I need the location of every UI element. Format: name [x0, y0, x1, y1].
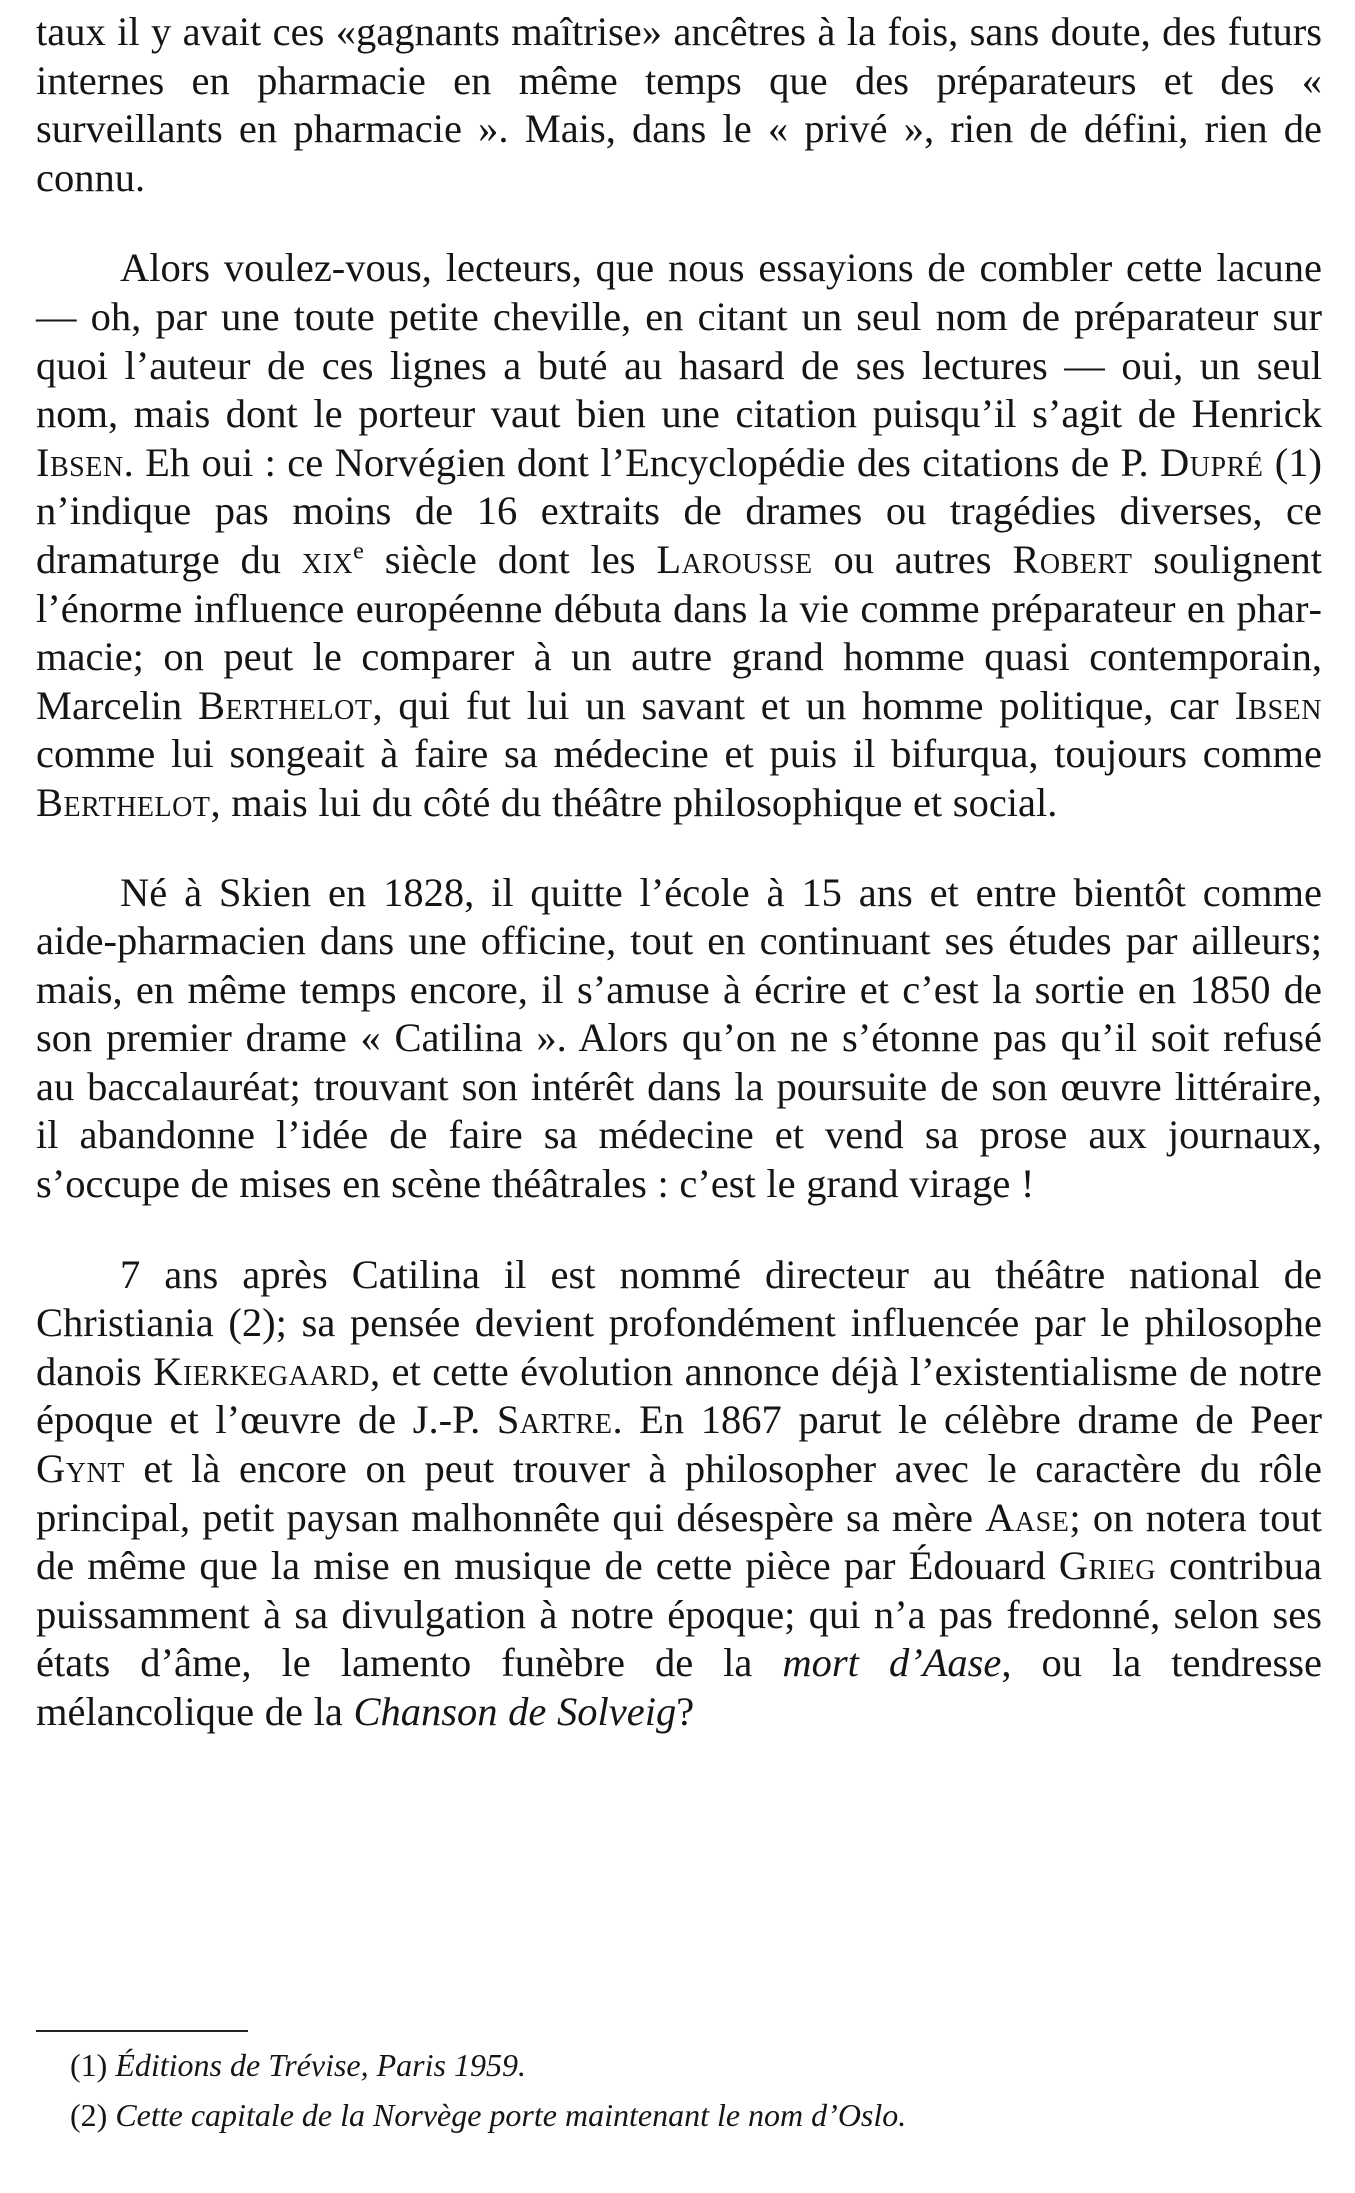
footnote-1: [36, 2040, 1322, 2090]
paragraph-4-text-8: ?: [676, 1689, 695, 1734]
footnote-number: (1): [70, 2047, 108, 2083]
name-ibsen: Ibsen: [36, 439, 124, 485]
century-numeral: xix: [301, 536, 354, 582]
title-mort-daase: mort d’Aase: [782, 1640, 1002, 1686]
paragraph-2-text-9: , mais lui du côté du théâtre philosophique et social.: [210, 779, 1058, 825]
paragraph-4: [36, 1251, 1322, 1737]
paragraph-4-text-6: contribua puissamment à sa divulgation à notre époque; qui n’a pas fredonné, selon ses états d’âme, le lamento funèbre de la: [36, 1543, 1322, 1686]
page-body: [36, 8, 1322, 1737]
footnote-2: [36, 2090, 1322, 2140]
paragraph-2-text-6: soulignent l’énorme influence européenne débuta dans la vie comme préparateur en pharmacie; on peut le comparer à un autre grand homme quasi contemporain, Marcelin: [36, 536, 1322, 728]
footnotes: [36, 2040, 1322, 2140]
name-kierkegaard: Kierkegaard: [153, 1348, 370, 1394]
footnote-number: (2): [70, 2097, 108, 2133]
name-dupre: Dupré: [1160, 439, 1264, 485]
paragraph-1-text: taux il y avait ces «gagnants maîtrise» ancêtres à la fois, sans doute, des futurs internes en pharmacie en même temps que des préparateurs et des « surveillants en pharmacie ». Mais, dans le « privé », rien de défini, rien de connu.: [36, 9, 1322, 200]
name-grieg: Grieg: [1058, 1543, 1156, 1589]
footnote-text: Cette capitale de la Norvège porte maintenant le nom d’Oslo.: [115, 2097, 907, 2133]
paragraph-2-text-4: siècle dont les: [363, 536, 657, 582]
name-sartre: Sartre: [496, 1397, 613, 1443]
name-ibsen: Ibsen: [1234, 682, 1322, 728]
paragraph-1: [36, 8, 1322, 202]
paragraph-4-text-5: ; on notera tout de même que la mise en musique de cette pièce par Édouard: [36, 1494, 1322, 1589]
name-berthelot: Berthelot: [197, 682, 373, 728]
title-chanson-de-solveig: Chanson de Solveig: [353, 1689, 677, 1734]
name-robert: Robert: [1012, 536, 1133, 582]
paragraph-2-text-7: , qui fut lui un savant et un homme politique, car: [372, 682, 1235, 728]
paragraph-2: [36, 244, 1322, 827]
paragraph-4-text-7: , ou la tendresse mélancolique de la: [36, 1640, 1322, 1734]
name-larousse: Larousse: [656, 536, 813, 582]
footnote-text: Éditions de Trévise, Paris 1959.: [115, 2047, 526, 2083]
paragraph-4-text-2: , et cette évolution annonce déjà l’existentialisme de notre époque et l’œuvre de J.-P.: [36, 1348, 1322, 1443]
paragraph-3-text: Né à Skien en 1828, il quitte l’école à 15 ans et entre bientôt comme aide-pharmacien dans une officine, tout en continuant ses études par ailleurs; mais, en même temps encore, il s’amuse à écrire et c’est la sortie en 1850 de son premier drame « Catilina ». Alors qu’on ne s’étonne pas qu’il soit refusé au baccalauréat; trouvant son intérêt dans la poursuite de son œuvre littéraire, il abandonne l’idée de faire sa médecine et vend sa prose aux journaux, s’occupe de mises en scène théâtrales : c’est le grand virage !: [36, 869, 1322, 1207]
paragraph-4-text-4: et là encore on peut trouver à philosopher avec le caractère du rôle principal, petit paysan malhonnête qui désespère sa mère: [36, 1446, 1322, 1540]
name-aase: Aase: [985, 1494, 1070, 1540]
paragraph-2-text-1: Alors voulez-vous, lecteurs, que nous essayions de combler cette lacune — oh, par une toute petite cheville, en citant un seul nom de préparateur sur quoi l’auteur de ces lignes a buté au hasard de ses lectures — oui, un seul nom, mais dont le porteur vaut bien une citation puisqu’il s’agit de Henrick: [36, 245, 1322, 437]
paragraph-2-text-5: ou autres: [812, 536, 1013, 582]
footnote-divider: [36, 2030, 248, 2032]
name-gynt: Gynt: [36, 1446, 125, 1492]
paragraph-2-text-3: (1) n’indique pas moins de 16 extraits de drames ou tragédies diverses, ce dramaturge du: [36, 439, 1322, 582]
name-berthelot: Berthelot: [36, 779, 211, 825]
paragraph-2-text-2: . Eh oui : ce Norvégien dont l’Encyclopédie des citations de P.: [123, 439, 1161, 485]
paragraph-2-text-8: comme lui songeait à faire sa médecine et puis il bifurqua, toujours comme: [36, 731, 1322, 777]
century-superscript: e: [353, 537, 364, 565]
paragraph-3: [36, 869, 1322, 1209]
paragraph-4-text-3: . En 1867 parut le célèbre drame de Peer: [612, 1397, 1322, 1443]
paragraph-4-text-1: 7 ans après Catilina il est nommé directeur au théâtre national de Christiania (2); sa pensée devient profondément influencée par le philosophe danois: [36, 1251, 1322, 1394]
